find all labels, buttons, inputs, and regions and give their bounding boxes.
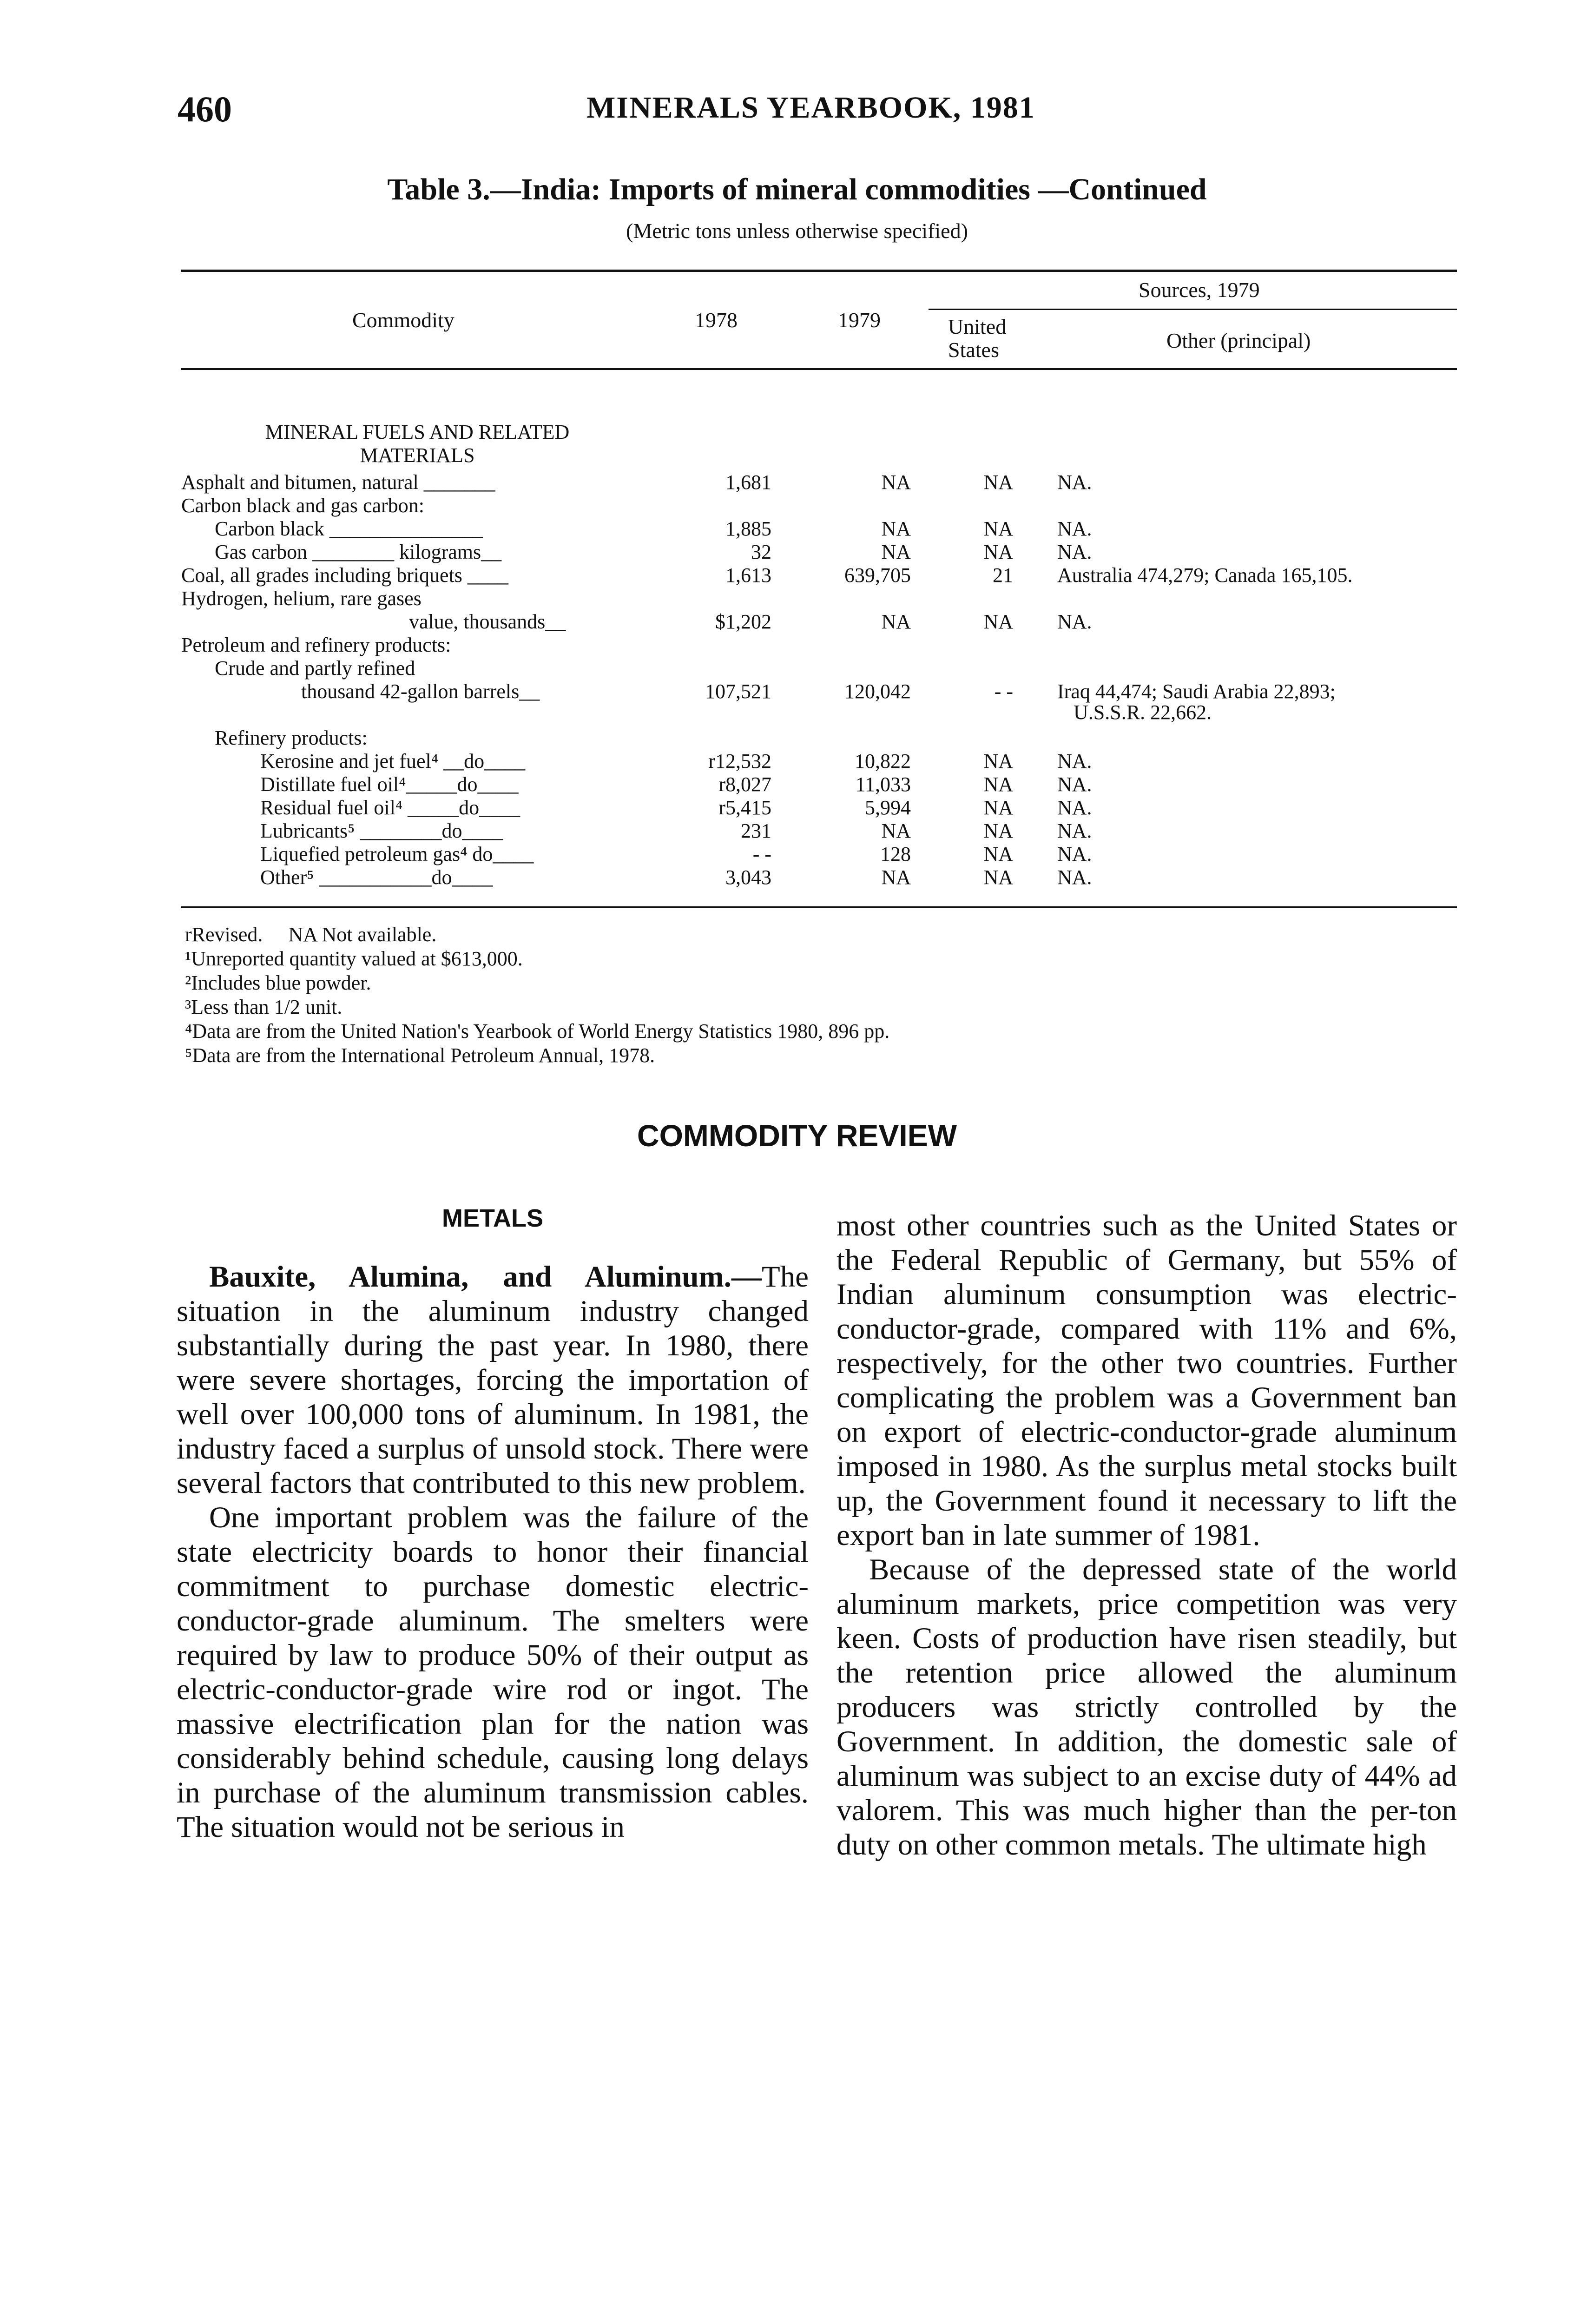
table-cell-us: 21 [993, 564, 1013, 587]
table-cell-1978: $1,202 [715, 610, 771, 633]
table-cell-us: NA [983, 843, 1013, 865]
table-cell-other: NA. [1057, 610, 1092, 633]
table-cell-1978: 1,885 [725, 517, 771, 540]
table-row-label: Liquefied petroleum gas⁴ do____ [260, 843, 534, 865]
table-row-label: Kerosine and jet fuel⁴ __do____ [260, 750, 526, 772]
table-cell-1978: 1,681 [725, 471, 771, 494]
table-cell-1978: 1,613 [725, 564, 771, 587]
table-row-label: Carbon black and gas carbon: [181, 494, 424, 517]
table-bottom-rule [181, 906, 1457, 908]
footnote: rRevised. NA Not available. [185, 923, 437, 946]
table-cell-1979: NA [881, 866, 911, 889]
right-column [837, 1208, 1457, 1862]
col-head-united-states: United States [948, 315, 1007, 362]
running-title: MINERALS YEARBOOK, 1981 [586, 91, 1035, 125]
table-row-label: thousand 42-gallon barrels__ [301, 680, 540, 703]
table-cell-1978: 3,043 [725, 866, 771, 889]
table-cell-1979: 5,994 [865, 796, 911, 819]
footnote: ¹Unreported quantity valued at $613,000. [185, 947, 523, 970]
table-cell-us: NA [983, 866, 1013, 889]
table-row-label: Lubricants⁵ ________do____ [260, 819, 503, 842]
table-cell-us: NA [983, 610, 1013, 633]
left-column [177, 1260, 809, 1844]
table-cell-us: NA [983, 796, 1013, 819]
table-cell-other: NA. [1057, 819, 1092, 842]
paragraph [177, 1260, 809, 1500]
footnote: ²Includes blue powder. [185, 971, 371, 994]
footnote: ⁵Data are from the International Petroleum Annual, 1978. [185, 1044, 655, 1067]
paragraph: Because of the depressed state of the world aluminum markets, price competition was very keen. Costs of production have risen steadily, but the retention price allowed the aluminum producers was strictly controlled by the Government. In addition, the domestic sale of aluminum was subject to an excise duty of 44% ad valorem. This was much higher than the per-ton duty on other common metals. The ultimate high [837, 1553, 1457, 1862]
col-head-commodity: Commodity [352, 308, 454, 332]
table-cell-other: NA. [1057, 471, 1092, 494]
paragraph: One important problem was the failure of the state electricity boards to honor their financial commitment to purchase domestic electric-conductor-grade aluminum. The smelters were required by law to produce 50% of their output as electric-conductor-grade wire rod or ingot. The massive electrification plan for the nation was considerably behind schedule, causing long delays in purchase of the aluminum transmission cables. The situation would not be serious in [177, 1501, 809, 1844]
table-cell-us: NA [983, 517, 1013, 540]
table-cell-1979: NA [881, 541, 911, 563]
table-cell-other: NA. [1057, 541, 1092, 563]
table-cell-1979: 10,822 [855, 750, 911, 772]
table-row-label: Residual fuel oil⁴ _____do____ [260, 796, 520, 819]
table-row-label: Other⁵ ___________do____ [260, 866, 493, 889]
table-cell-1979: NA [881, 610, 911, 633]
table-cell-1979: NA [881, 471, 911, 494]
footnote: ⁴Data are from the United Nation's Yearbook of World Energy Statistics 1980, 896 pp. [185, 1020, 890, 1043]
table-cell-1979: 120,042 [844, 680, 911, 703]
table-row-label: Asphalt and bitumen, natural _______ [181, 471, 495, 494]
table-cell-1978: - - [752, 843, 771, 865]
page-number: 460 [178, 89, 232, 129]
table-cell-other: NA. [1057, 773, 1092, 796]
table-row-label: value, thousands__ [409, 610, 566, 633]
table-top-rule [181, 270, 1457, 272]
table-cell-other: NA. [1057, 796, 1092, 819]
table-cell-1979: NA [881, 819, 911, 842]
table-cell-1978: 32 [751, 541, 771, 563]
table-cell-us: - - [994, 680, 1013, 703]
table-cell-1978: 107,521 [705, 680, 771, 703]
table-cell-1979: 11,033 [855, 773, 911, 796]
subsection-heading: METALS [442, 1204, 543, 1232]
footnote: ³Less than 1/2 unit. [185, 996, 343, 1018]
table-cell-1978: r8,027 [718, 773, 771, 796]
table-cell-other: NA. [1057, 517, 1092, 540]
table-subtitle: (Metric tons unless otherwise specified) [626, 219, 968, 243]
sources-rule [929, 309, 1457, 310]
table-cell-us: NA [983, 750, 1013, 772]
table-row-label: Petroleum and refinery products: [181, 634, 451, 656]
table-row-label: Crude and partly refined [215, 657, 415, 680]
table-cell-1978: 231 [741, 819, 771, 842]
table-cell-other: U.S.S.R. 22,662. [1074, 701, 1212, 724]
table-cell-other: NA. [1057, 866, 1092, 889]
table-row-label: Distillate fuel oil⁴_____do____ [260, 773, 519, 796]
table-cell-1979: NA [881, 517, 911, 540]
table-cell-us: NA [983, 471, 1013, 494]
table-row-label: Coal, all grades including briquets ____ [181, 564, 508, 587]
table-row-label: Hydrogen, helium, rare gases [181, 587, 422, 610]
table-cell-1978: r12,532 [708, 750, 771, 772]
table-cell-1979: 128 [880, 843, 911, 865]
table-row-label: Gas carbon ________ kilograms__ [215, 541, 502, 563]
col-head-1979: 1979 [838, 308, 881, 332]
table-cell-1978: r5,415 [718, 796, 771, 819]
table-row-label: Refinery products: [215, 726, 368, 749]
col-head-1978: 1978 [695, 308, 738, 332]
table-cell-1979: 639,705 [844, 564, 911, 587]
section-heading: COMMODITY REVIEW [637, 1118, 957, 1153]
col-head-sources: Sources, 1979 [1139, 278, 1260, 302]
paragraph-text: The situation in the aluminum industry changed substantially during the past year. In 1980, there were severe shortages, forcing the importation of well over 100,000 tons of aluminum. In 1981, the industry faced a surplus of unsold stock. There were several factors that contributed to this new problem. [177, 1260, 809, 1500]
table-cell-other: NA. [1057, 843, 1092, 865]
table-cell-other: NA. [1057, 750, 1092, 772]
run-in-heading: Bauxite, Alumina, and Aluminum.— [209, 1260, 762, 1294]
table-cell-us: NA [983, 541, 1013, 563]
table-row-label: Carbon black _______________ [215, 517, 483, 540]
table-cell-other: Iraq 44,474; Saudi Arabia 22,893; [1057, 680, 1336, 703]
table-section-heading: MINERAL FUELS AND RELATED MATERIALS [265, 421, 570, 467]
table-cell-us: NA [983, 773, 1013, 796]
col-head-other: Other (principal) [1166, 329, 1311, 352]
paragraph: most other countries such as the United States or the Federal Republic of Germany, but 55% of Indian aluminum consumption was electric-conductor-grade, compared with 11% and 6%, respectively, for the other two countries. Further complicating the problem was a Government ban on export of electric-conductor-grade aluminum imposed in 1980. As the surplus metal stocks built up, the Government found it necessary to lift the export ban in late summer of 1981. [837, 1209, 1457, 1552]
table-cell-us: NA [983, 819, 1013, 842]
header-bottom-rule [181, 368, 1457, 370]
table-cell-other: Australia 474,279; Canada 165,105. [1057, 564, 1353, 587]
table-title: Table 3.—India: Imports of mineral commodities —Continued [387, 172, 1207, 206]
